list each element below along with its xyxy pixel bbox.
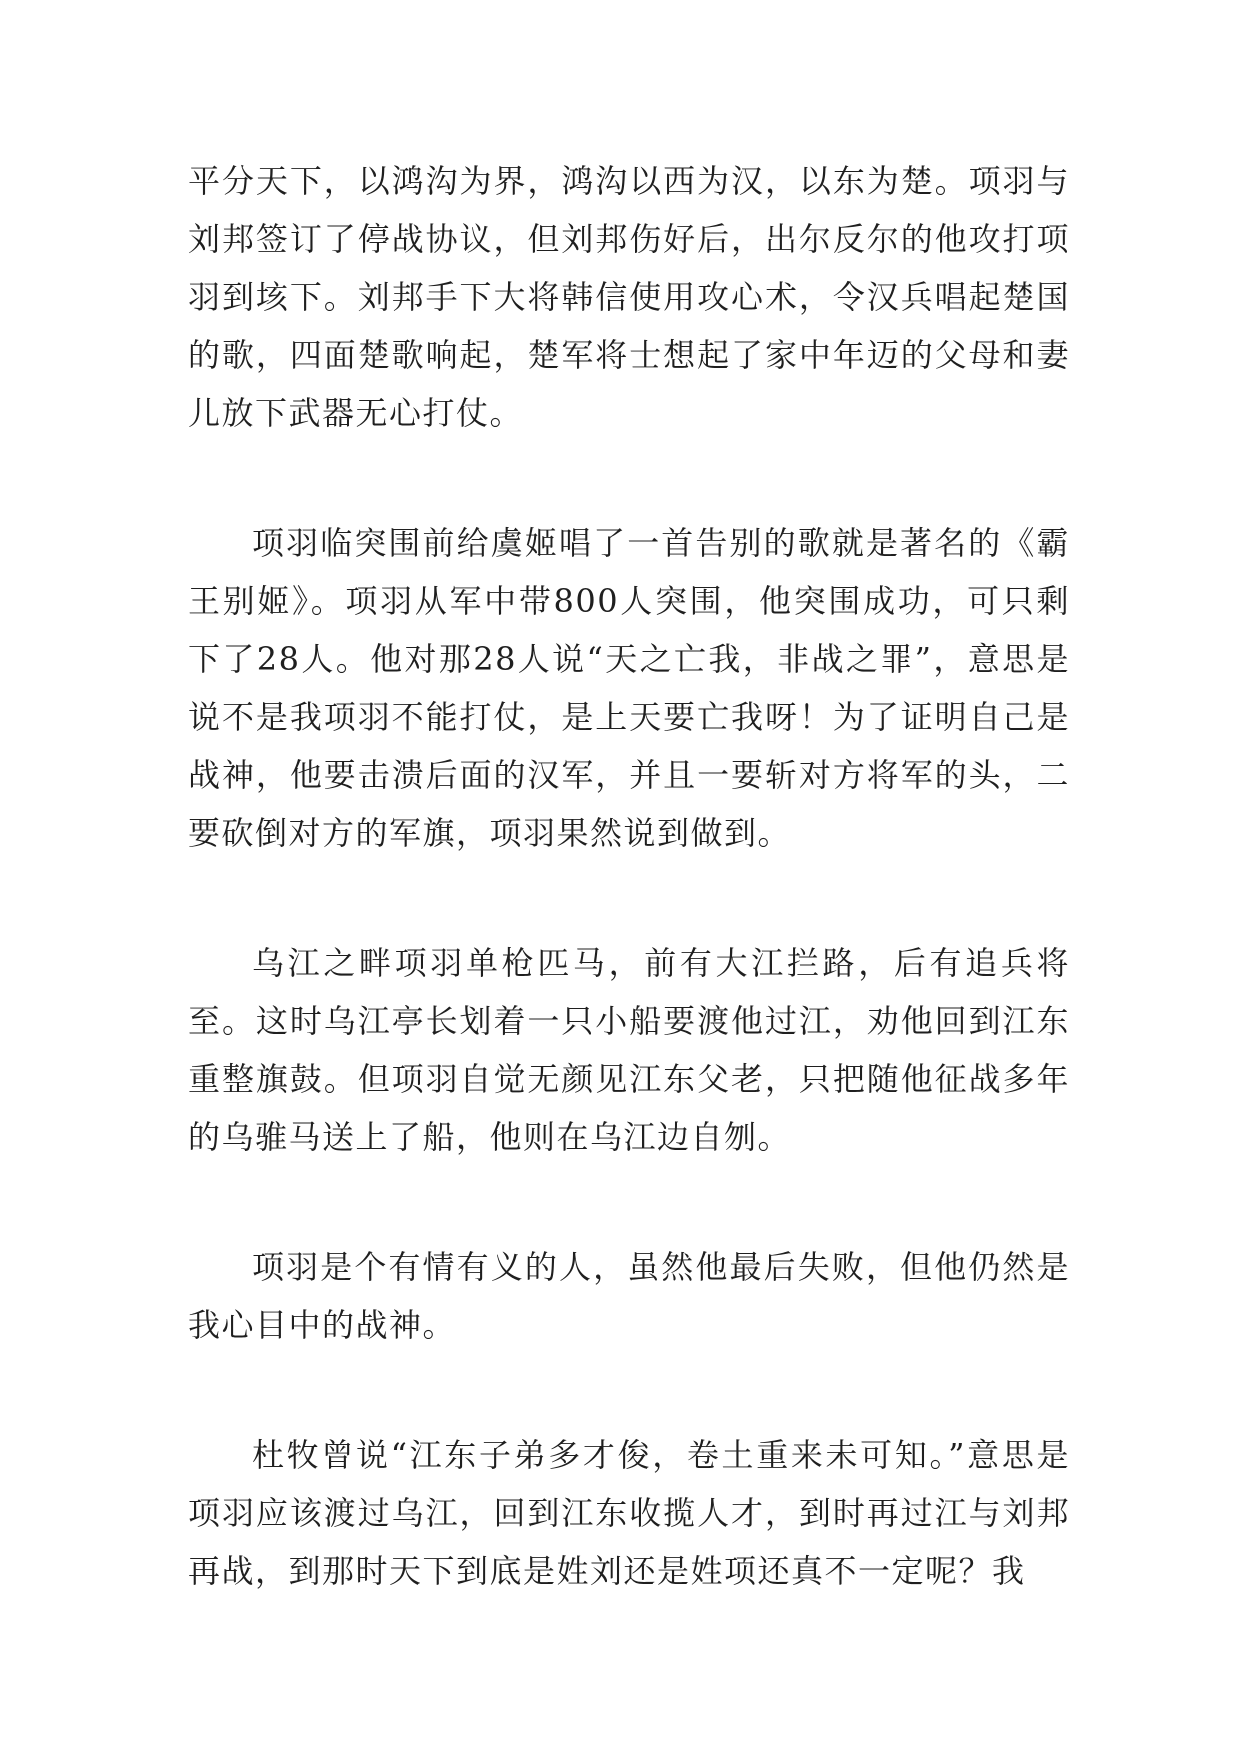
paragraph-3: 乌江之畔项羽单枪匹马，前有大江拦路，后有追兵将至。这时乌江亭长划着一只小船要渡他过江，劝他回到江东重整旗鼓。但项羽自觉无颜见江东父老，只把随他征战多年的乌骓马送上了船，他则在乌江边自刎。 [188,944,1070,1156]
paragraph-2: 项羽临突围前给虞姬唱了一首告别的歌就是著名的《霸王别姬》。项羽从军中带800人突围，他突围成功，可只剩下了28人。他对那28人说“天之亡我，非战之罪”，意思是说不是我项羽不能打仗，是上天要亡我呀！为了证明自己是战神，他要击溃后面的汉军，并且一要斩对方将军的头，二要砍倒对方的军旗，项羽果然说到做到。 [188,524,1070,852]
paragraph-1: 平分天下，以鸿沟为界，鸿沟以西为汉，以东为楚。项羽与刘邦签订了停战协议，但刘邦伤好后，出尔反尔的他攻打项羽到垓下。刘邦手下大将韩信使用攻心术，令汉兵唱起楚国的歌，四面楚歌响起，楚军将士想起了家中年迈的父母和妻儿放下武器无心打仗。 [188,162,1070,432]
document-body [188,152,1070,1672]
paragraph-4: 项羽是个有情有义的人，虽然他最后失败，但他仍然是我心目中的战神。 [188,1248,1070,1344]
paragraph-5: 杜牧曾说“江东子弟多才俊，卷土重来未可知。”意思是项羽应该渡过乌江，回到江东收揽人才，到时再过江与刘邦再战，到那时天下到底是姓刘还是姓项还真不一定呢？我 [188,1436,1070,1590]
